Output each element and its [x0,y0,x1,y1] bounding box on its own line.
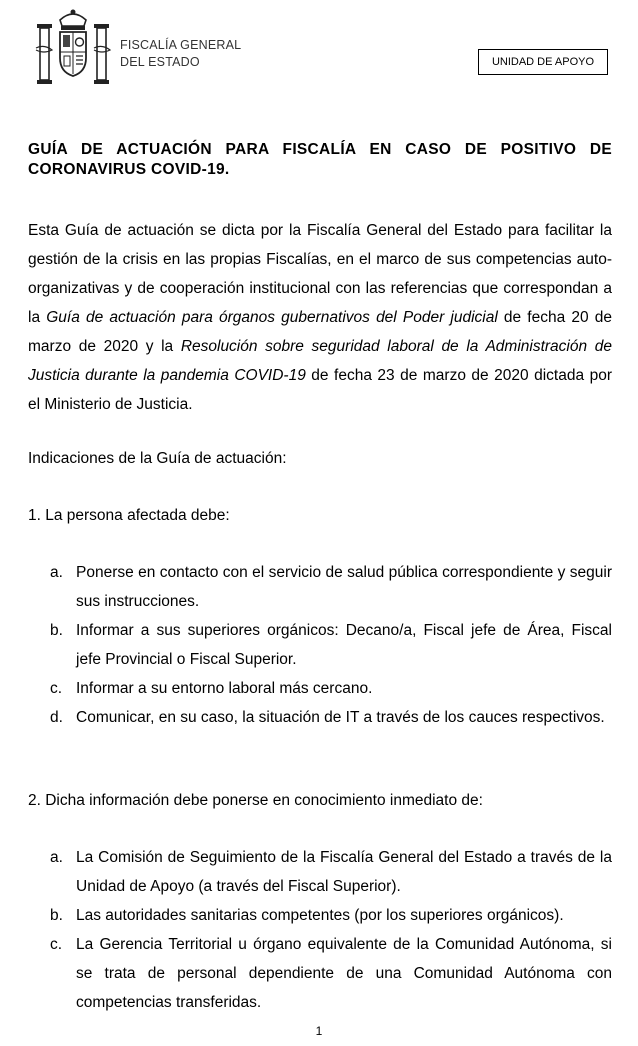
list-marker: d. [50,709,63,726]
intro-italic-1: Guía de actuación para órganos gubernativos del Poder judicial [46,309,498,326]
list-item [28,901,612,930]
list-item-text: Las autoridades sanitarias competentes (por los superiores orgánicos). [76,907,564,924]
list-item [28,558,612,616]
section1-list [28,558,612,732]
list-marker: b. [50,907,63,924]
intro-text-3: de fecha 23 de marzo de 2020 dictada por el Ministerio de Justicia. [28,367,612,413]
list-item [28,674,612,703]
list-item-text: La Gerencia Territorial u órgano equivalente de la Comunidad Autónoma, si se trata de personal dependiente de una Comunidad Autónoma con competencias transferidas. [76,936,612,1011]
section1-heading: 1. La persona afectada debe: [28,507,230,524]
list-marker: c. [50,936,63,953]
intro-text-1: Esta Guía de actuación se dicta por la Fiscalía General del Estado para facilitar la gestión de la crisis en las propias Fiscalías, en el marco de sus competencias auto-organizativas y de cooperación institucional con las referencias que correspondan a la [28,222,612,326]
indications-heading: Indicaciones de la Guía de actuación: [28,450,287,467]
intro-paragraph [28,216,612,419]
list-item [28,616,612,674]
list-marker: c. [50,680,63,697]
document-title: GUÍA DE ACTUACIÓN PARA FISCALÍA EN CASO DE POSITIVO DE CORONAVIRUS COVID-19. [28,141,612,178]
list-marker: a. [50,564,63,581]
coat-of-arms-icon [30,6,116,92]
page-header [30,6,610,96]
list-item [28,843,612,901]
intro-text-2: de fecha 20 de marzo de 2020 y la [28,309,612,355]
list-item-text: Informar a su entorno laboral más cercano. [76,680,373,697]
list-marker: a. [50,849,63,866]
list-item [28,930,612,1017]
list-item-text: La Comisión de Seguimiento de la Fiscalía General del Estado a través de la Unidad de Apoyo (a través del Fiscal Superior). [76,849,612,895]
list-item-text: Comunicar, en su caso, la situación de IT a través de los cauces respectivos. [76,709,605,726]
section2-heading: 2. Dicha información debe ponerse en conocimiento inmediato de: [28,792,483,809]
intro-italic-2: Resolución sobre seguridad laboral de la Administración de Justicia durante la pandemia COVID-19 [28,338,612,384]
list-item-text: Informar a sus superiores orgánicos: Decano/a, Fiscal jefe de Área, Fiscal jefe Provincial o Fiscal Superior. [76,622,612,668]
list-item-text: Ponerse en contacto con el servicio de salud pública correspondiente y seguir sus instrucciones. [76,564,612,610]
section2-list [28,843,612,1017]
page-number: 1 [315,1024,323,1038]
org-name-line1: FISCALÍA GENERAL [120,38,242,52]
org-name [120,37,241,71]
org-name-line2: DEL ESTADO [120,55,200,69]
list-marker: b. [50,622,63,639]
list-item [28,703,612,732]
unit-label-box: UNIDAD DE APOYO [478,49,608,75]
